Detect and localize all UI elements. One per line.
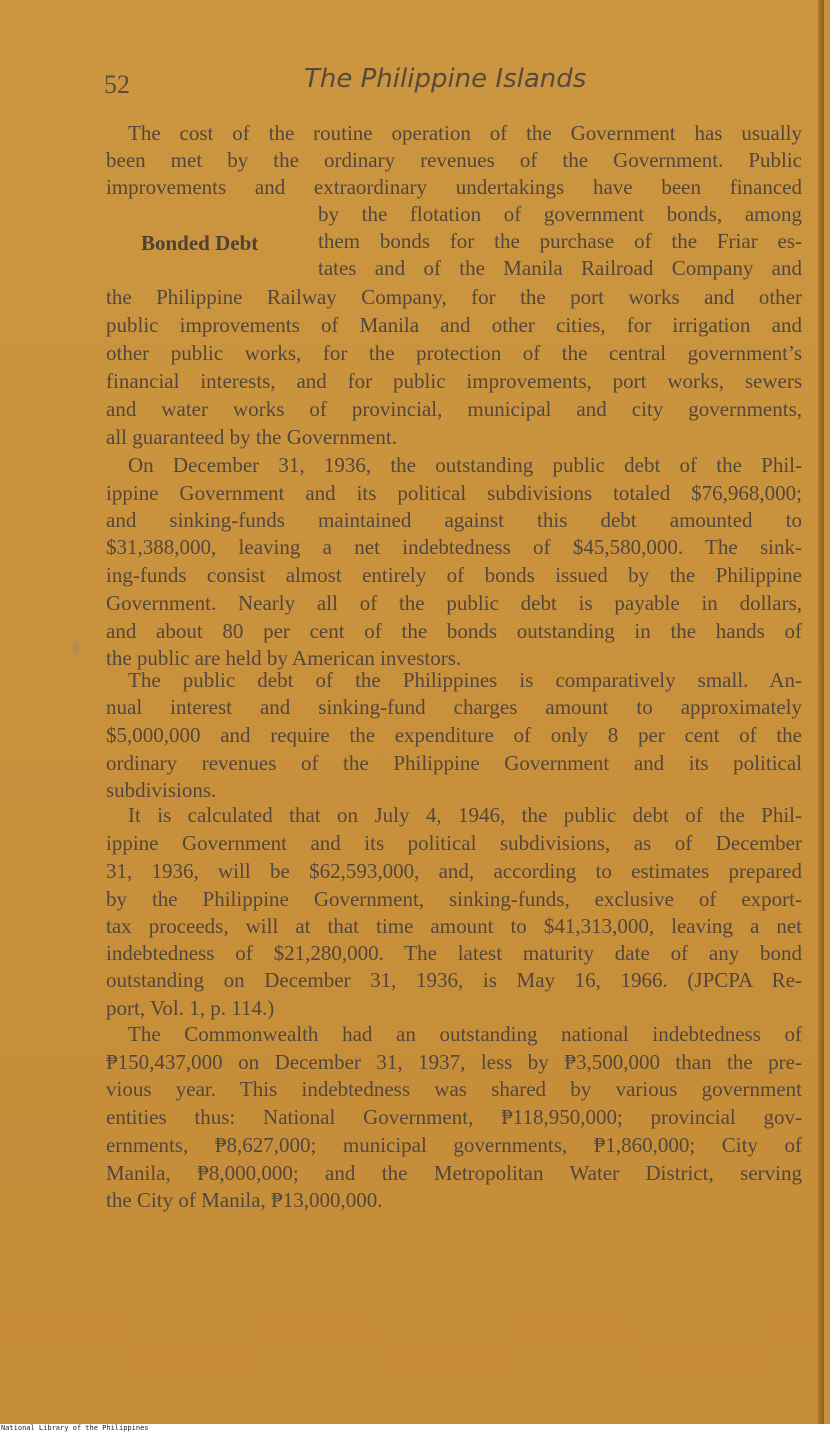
text-line: Government. Nearly all of the public debt is payable in dollars, (106, 591, 802, 615)
page-edge (818, 0, 824, 1424)
text-line: ernments, ₱8,627,000; municipal governments, ₱1,860,000; City of (106, 1133, 802, 1157)
text-line: all guaranteed by the Government. (106, 425, 397, 449)
text-line: 31, 1936, will be $62,593,000, and, according to estimates prepared (106, 859, 802, 883)
text-line: improvements and extraordinary undertakings have been financed (106, 175, 802, 199)
running-head: The Philippine Islands (304, 64, 587, 94)
text-line: vious year. This indebtedness was shared by various government (106, 1077, 802, 1101)
text-line: by the Philippine Government, sinking-funds, exclusive of export- (106, 887, 802, 911)
text-line: ordinary revenues of the Philippine Government and its political (106, 751, 802, 775)
text-line: public improvements of Manila and other cities, for irrigation and (106, 313, 802, 337)
text-line: entities thus: National Government, ₱118,950,000; provincial gov- (106, 1105, 802, 1129)
text-line: port, Vol. 1, p. 114.) (106, 996, 275, 1020)
text-line: and water works of provincial, municipal and city governments, (106, 397, 802, 421)
text-line: ippine Government and its political subdivisions, as of December (106, 831, 802, 855)
text-line: them bonds for the purchase of the Friar es- (318, 229, 802, 253)
page-number: 52 (104, 70, 130, 99)
library-credit: National Library of the Philippines (1, 1424, 149, 1432)
text-line: been met by the ordinary revenues of the Government. Public (106, 148, 802, 172)
text-line: The public debt of the Philippines is comparatively small. An- (128, 668, 802, 692)
text-line: ₱150,437,000 on December 31, 1937, less by ₱3,500,000 than the pre- (106, 1050, 802, 1074)
text-line: Manila, ₱8,000,000; and the Metropolitan Water District, serving (106, 1161, 802, 1185)
text-line: and sinking-funds maintained against this debt amounted to (106, 508, 802, 532)
text-line: financial interests, and for public improvements, port works, sewers (106, 369, 802, 393)
text-line: The cost of the routine operation of the Government has usually (128, 121, 802, 145)
text-line: The Commonwealth had an outstanding national indebtedness of (128, 1022, 802, 1046)
margin-heading: Bonded Debt (141, 231, 259, 255)
text-line: nual interest and sinking-fund charges amount to approximately (106, 695, 802, 719)
text-line: $31,388,000, leaving a net indebtedness of $45,580,000. The sink- (106, 535, 802, 559)
text-line: ippine Government and its political subdivisions totaled $76,968,000; (106, 481, 802, 505)
text-line: and about 80 per cent of the bonds outstanding in the hands of (106, 619, 802, 643)
text-line: indebtedness of $21,280,000. The latest maturity date of any bond (106, 941, 802, 965)
text-line: the City of Manila, ₱13,000,000. (106, 1188, 383, 1212)
text-line: other public works, for the protection of the central government’s (106, 341, 802, 365)
text-line: On December 31, 1936, the outstanding public debt of the Phil- (128, 453, 802, 477)
text-line: outstanding on December 31, 1936, is May 16, 1966. (JPCPA Re- (106, 968, 802, 992)
text-line: It is calculated that on July 4, 1946, the public debt of the Phil- (128, 803, 802, 827)
text-line: tax proceeds, will at that time amount to $41,313,000, leaving a net (106, 914, 802, 938)
text-line: by the flotation of government bonds, among (318, 202, 802, 226)
text-line: the Philippine Railway Company, for the port works and other (106, 285, 802, 309)
text-line: $5,000,000 and require the expenditure of only 8 per cent of the (106, 723, 802, 747)
paper-stain (72, 640, 80, 656)
text-line: ing-funds consist almost entirely of bonds issued by the Philippine (106, 563, 802, 587)
text-line: subdivisions. (106, 778, 217, 802)
text-line: tates and of the Manila Railroad Company and (318, 256, 802, 280)
text-line: the public are held by American investors. (106, 646, 462, 670)
